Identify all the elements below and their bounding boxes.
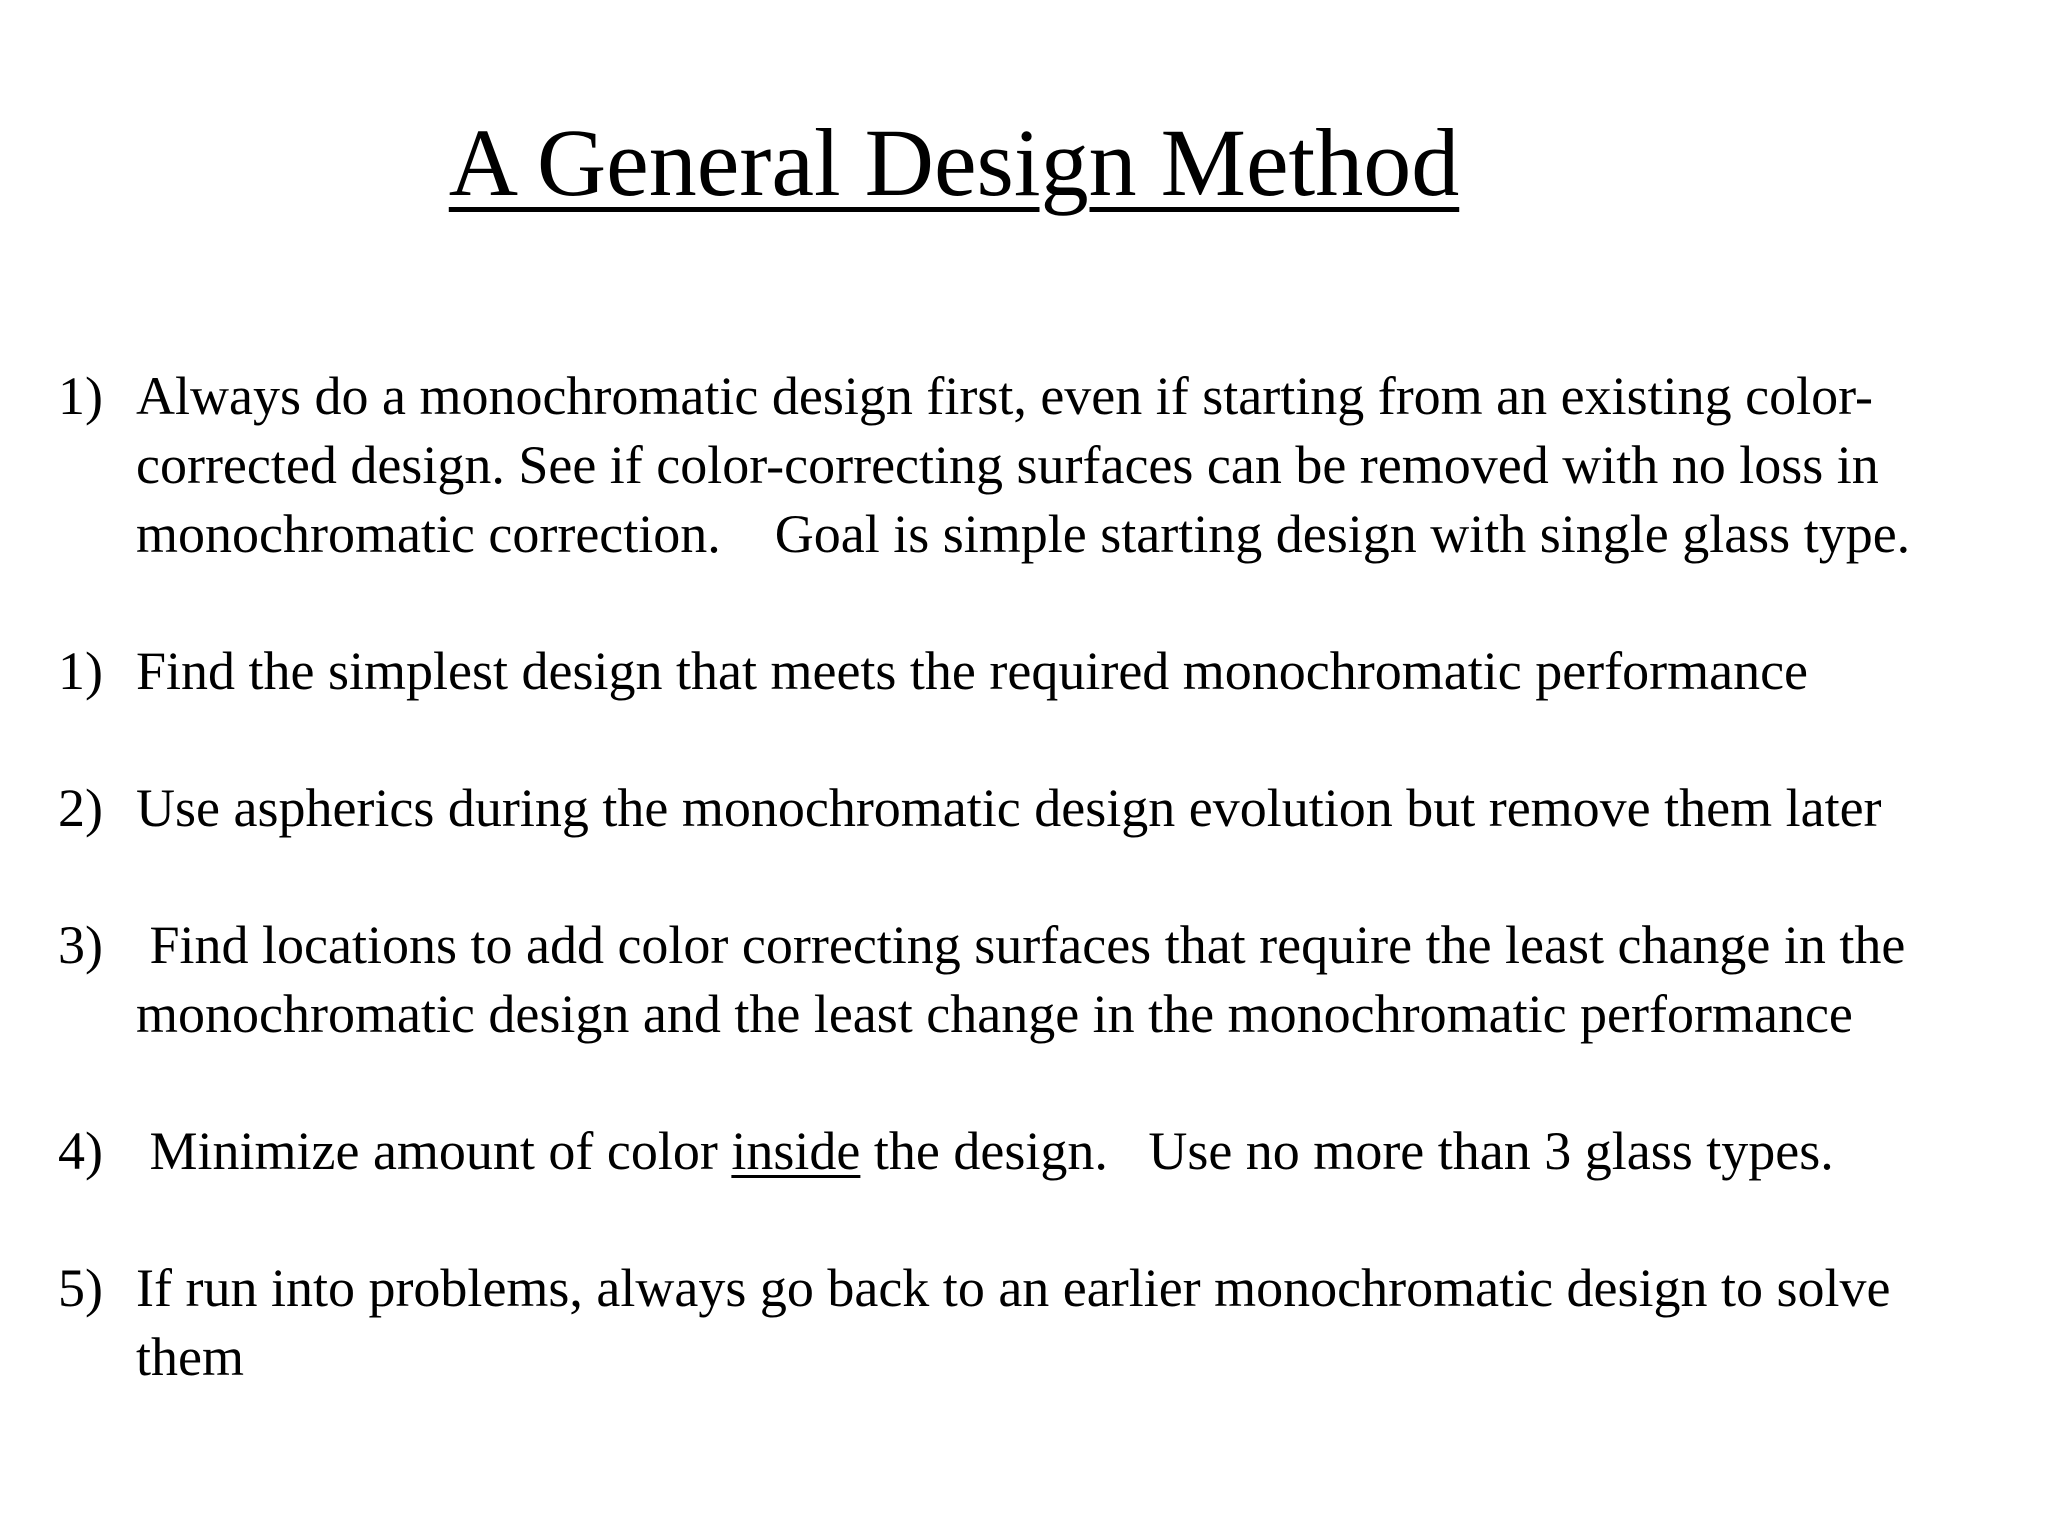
item-number: 3)	[58, 915, 103, 975]
item-number: 1)	[58, 366, 103, 426]
item-text-line: them	[136, 1327, 244, 1387]
item-text-line: Always do a monochromatic design first, even if starting from an existing color-	[136, 366, 1873, 426]
list-item	[58, 362, 2018, 569]
list-item	[58, 911, 2018, 1049]
list-item	[58, 774, 2018, 843]
slide-title: A General Design Method	[448, 109, 1460, 216]
underlined-word: inside	[731, 1121, 861, 1181]
item-text-before: Minimize amount of color	[136, 1121, 732, 1181]
item-number: 5)	[58, 1258, 103, 1318]
list-item	[58, 637, 2018, 706]
item-text-line: Find locations to add color correcting surfaces that require the least change in the	[136, 915, 1906, 975]
item-text-line: Find the simplest design that meets the required monochromatic performance	[136, 641, 1809, 701]
design-steps-list	[58, 362, 2018, 1460]
list-item	[58, 1117, 2018, 1186]
item-text-line: If run into problems, always go back to an earlier monochromatic design to solve	[136, 1258, 1891, 1318]
item-number: 1)	[58, 641, 103, 701]
item-text-line: monochromatic design and the least change in the monochromatic performance	[136, 984, 1853, 1044]
item-text-after: the design. Use no more than 3 glass types.	[860, 1121, 1834, 1181]
item-number: 4)	[58, 1121, 103, 1181]
list-item	[58, 1254, 2018, 1392]
item-text-line: corrected design. See if color-correcting surfaces can be removed with no loss in	[136, 435, 1879, 495]
item-text-line	[136, 1117, 2018, 1186]
item-text-line: Use aspherics during the monochromatic design evolution but remove them later	[136, 778, 1882, 838]
item-number: 2)	[58, 778, 103, 838]
item-text-line: monochromatic correction. Goal is simple starting design with single glass type.	[136, 504, 1911, 564]
